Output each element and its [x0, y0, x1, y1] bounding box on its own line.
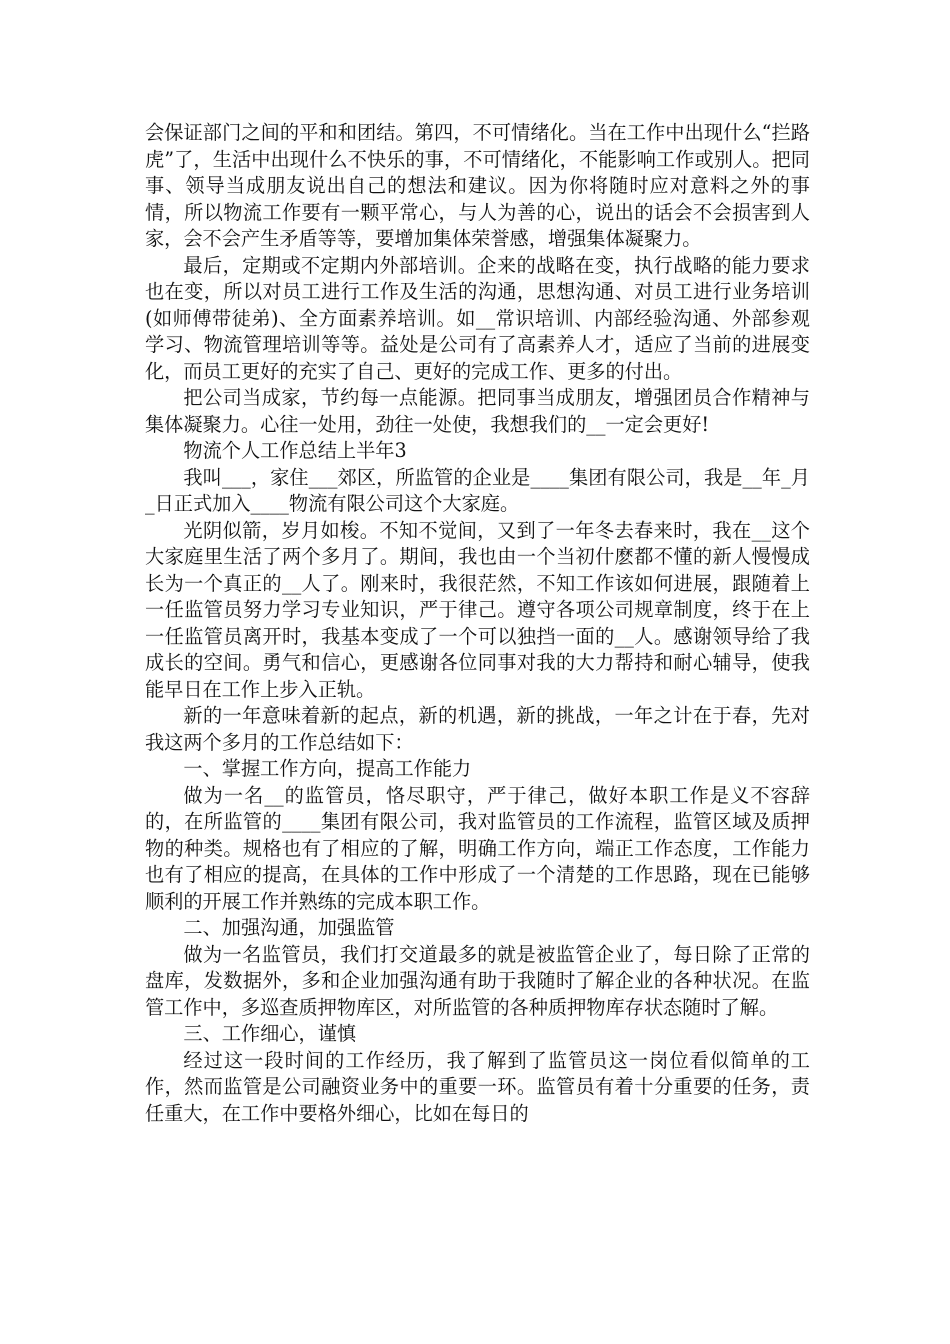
heading-3: 三、工作细心，谨慎	[183, 1022, 357, 1045]
paragraph: 我叫___，家住___郊区，所监管的企业是____集团有限公司，我是__年_月_日正式加入____物流有限公司这个大家庭。	[145, 465, 810, 515]
paragraph: 光阴似箭，岁月如梭。不知不觉间，又到了一年冬去春来时，我在__这个大家庭里生活了两个多月了。期间，我也由一个当初什麽都不懂的新人慢慢成长为一个真正的__人了。刚来时，我很茫然，不知工作该如何进展，跟随着上一任监管员努力学习专业知识，严于律己。遵守各项公司规章制度，终于在上一任监管员离开时，我基本变成了一个可以独挡一面的__人。感谢领导给了我成长的空间。勇气和信心，更感谢各位同事对我的大力帮持和耐心辅导，使我能早日在工作上步入正轨。	[145, 518, 810, 701]
heading-1: 一、掌握工作方向，提高工作能力	[183, 757, 472, 780]
document-page	[145, 120, 810, 1127]
paragraph: 经过这一段时间的工作经历，我了解到了监管员这一岗位看似简单的工作，然而监管是公司融资业务中的重要一环。监管员有着十分重要的任务，责任重大，在工作中要格外细心，比如在每日的	[145, 1048, 810, 1125]
paragraph: 做为一名监管员，我们打交道最多的就是被监管企业了，每日除了正常的盘库，发数据外，多和企业加强沟通有助于我随时了解企业的各种状况。在监管工作中，多巡查质押物库区，对所监管的各种质押物库存状态随时了解。	[145, 942, 810, 1019]
paragraph: 最后，定期或不定期内外部培训。企来的战略在变，执行战略的能力要求也在变，所以对员工进行工作及生活的沟通，思想沟通、对员工进行业务培训(如师傅带徒弟)、全方面素养培训。如__常识培训、内部经验沟通、外部参观学习、物流管理培训等等。益处是公司有了高素养人才，适应了当前的进展变化，而员工更好的充实了自己、更好的完成工作、更多的付出。	[145, 253, 810, 383]
paragraph: 新的一年意味着新的起点，新的机遇，新的挑战，一年之计在于春，先对我这两个多月的工作总结如下：	[145, 704, 810, 754]
paragraph: 会保证部门之间的平和和团结。第四，不可情绪化。当在工作中出现什么“拦路虎”了，生活中出现什么不快乐的事，不可情绪化，不能影响工作或别人。把同事、领导当成朋友说出自己的想法和建议。因为你将随时应对意料之外的事情，所以物流工作要有一颗平常心，与人为善的心，说出的话会不会损害到人家，会不会产生矛盾等等，要增加集体荣誉感，增强集体凝聚力。	[145, 121, 810, 250]
paragraph: 做为一名__的监管员，恪尽职守，严于律己，做好本职工作是义不容辞的，在所监管的____集团有限公司，我对监管员的工作流程，监管区域及质押物的种类。规格也有了相应的了解，明确工作方向，端正工作态度，工作能力也有了相应的提高，在具体的工作中形成了一个清楚的工作思路，现在已能够顺利的开展工作并熟练的完成本职工作。	[145, 783, 810, 913]
heading-2: 二、加强沟通，加强监管	[183, 916, 395, 939]
section-title: 物流个人工作总结上半年3	[183, 439, 407, 462]
paragraph: 把公司当成家，节约每一点能源。把同事当成朋友，增强团员合作精神与集体凝聚力。心往一处用，劲往一处使，我想我们的__一定会更好!	[145, 386, 810, 436]
